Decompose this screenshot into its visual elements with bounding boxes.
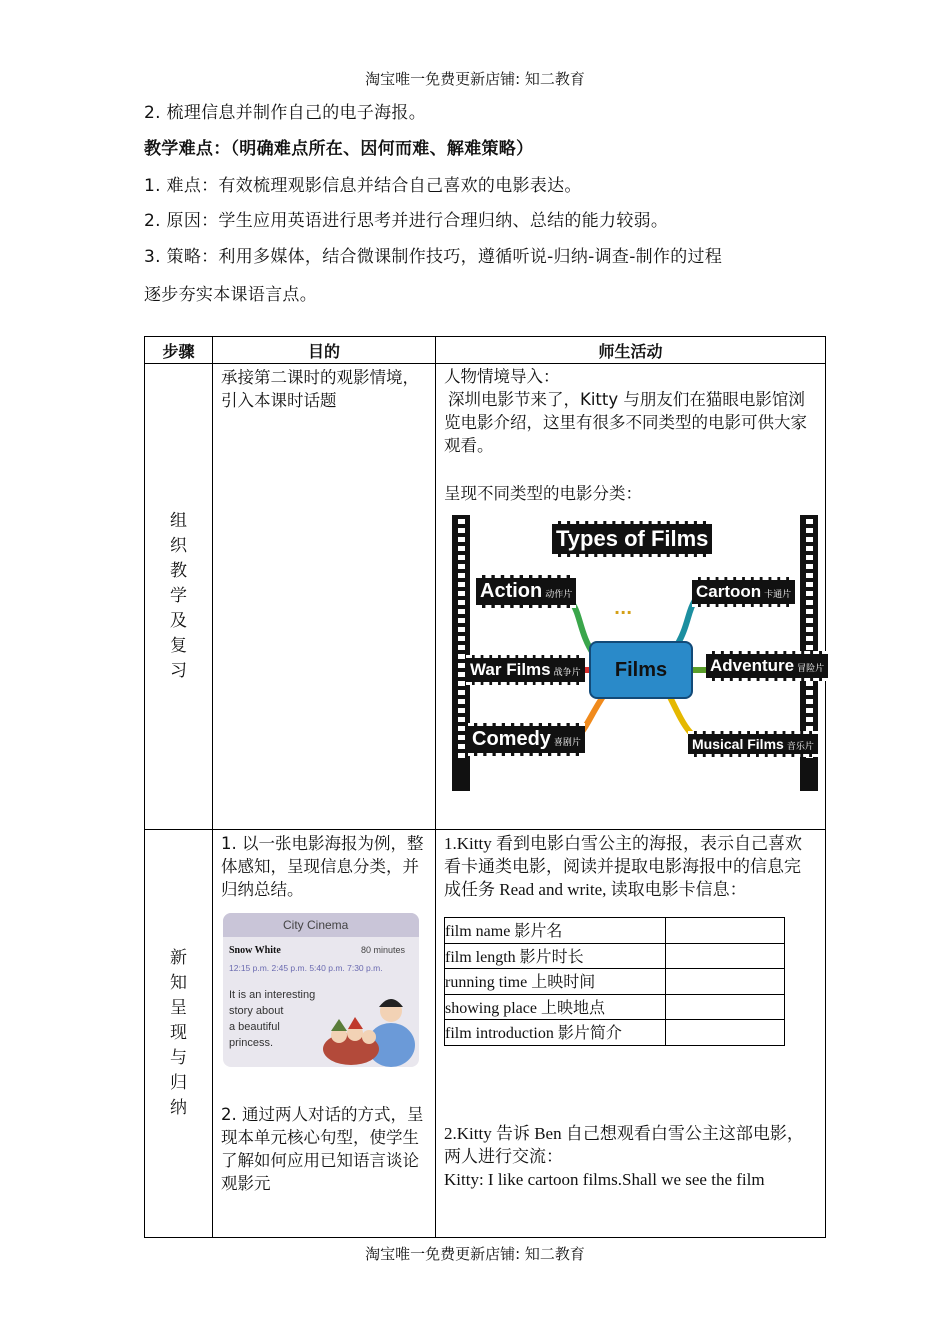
label-adventure: Adventure 冒险片 [706,651,828,681]
info-row: film length 影片时长 [445,943,666,969]
info-blank[interactable] [666,918,785,944]
page-header: 淘宝唯一免费更新店铺: 知二教育 [365,70,585,88]
snow-white-illustration [321,983,417,1067]
film-info-table [444,917,785,1046]
label-war-films: War Films 战争片 [466,655,585,685]
intro-line-5: 逐步夯实本课语言点。 [144,285,317,305]
poster-cinema: City Cinema [283,918,349,932]
page-footer: 淘宝唯一免费更新店铺: 知二教育 [365,1245,585,1263]
info-row: film introduction 影片简介 [445,1020,666,1046]
info-blank[interactable] [666,969,785,995]
difficulty-heading: 教学难点：（明确难点所在、因何而难、解难策略） [144,139,534,159]
label-comedy: Comedy 喜剧片 [468,723,585,756]
info-blank[interactable] [666,1020,785,1046]
intro-line-2: 1. 难点：有效梳理观影信息并结合自己喜欢的电影表达。 [144,176,582,196]
film-types-mindmap [444,515,825,791]
mindmap-title: Types of Films [552,521,712,557]
info-row: film name 影片名 [445,918,666,944]
poster-length: 80 minutes [361,945,406,955]
purpose-1: 承接第二课时的观影情境，引入本课时话题 [221,368,419,410]
poster-film: Snow White [229,945,281,956]
activity-1-body: 深圳电影节来了，Kitty 与朋友们在猫眼电影馆浏览电影介绍，这里有很多不同类型的电影可供大家观看。 [444,390,807,455]
activity-1-title: 人物情境导入： [444,367,560,386]
header-step: 步骤 [145,337,213,364]
label-musical-films: Musical Films 音乐片 [688,731,818,757]
intro-line-4: 3. 策略：利用多媒体，结合微课制作技巧，遵循听说-归纳-调查-制作的过程 [144,247,723,267]
label-action: Action 动作片 [476,575,576,608]
lesson-table [144,336,826,1238]
purpose-2b: 2. 通过两人对话的方式，呈现本单元核心句型，使学生了解如何应用已知语言谈论观影元 [221,1105,424,1193]
mindmap-dots: ... [614,599,633,618]
info-row: running time 上映时间 [445,969,666,995]
header-purpose: 目的 [213,337,436,364]
intro-line-3: 2. 原因：学生应用英语进行思考并进行合理归纳、总结的能力较弱。 [144,211,669,231]
purpose-2a: 1. 以一张电影海报为例，整体感知，呈现信息分类，并归纳总结。 [221,834,424,899]
info-blank[interactable] [666,994,785,1020]
step-label-2: 新 知 呈 现 与 归 纳 [170,948,187,1118]
activity-2b: 2.Kitty 告诉 Ben 自己想观看白雪公主这部电影，两人进行交流： Kitty: I like cartoon films.Shall we see the film [444,1123,804,1189]
activity-1-sub: 呈现不同类型的电影分类： [444,484,642,503]
film-poster [223,913,419,1067]
info-row: showing place 上映地点 [445,994,666,1020]
poster-desc: It is an interesting story about a beautiful princess. [229,989,316,1049]
intro-line-1: 2. 梳理信息并制作自己的电子海报。 [144,103,427,123]
info-blank[interactable] [666,943,785,969]
header-activity: 师生活动 [436,337,826,364]
activity-2a: 1.Kitty 看到电影白雪公主的海报，表示自己喜欢看卡通类电影，阅读并提取电影海报中的信息完成任务 Read and write, 读取电影卡信息： [444,834,802,899]
step-label-1: 组 织 教 学 及 复 习 [170,511,187,681]
poster-times: 12:15 p.m. 2:45 p.m. 5:40 p.m. 7:30 p.m. [229,963,383,973]
label-cartoon: Cartoon 卡通片 [692,577,795,607]
mindmap-center: Films [589,641,693,699]
